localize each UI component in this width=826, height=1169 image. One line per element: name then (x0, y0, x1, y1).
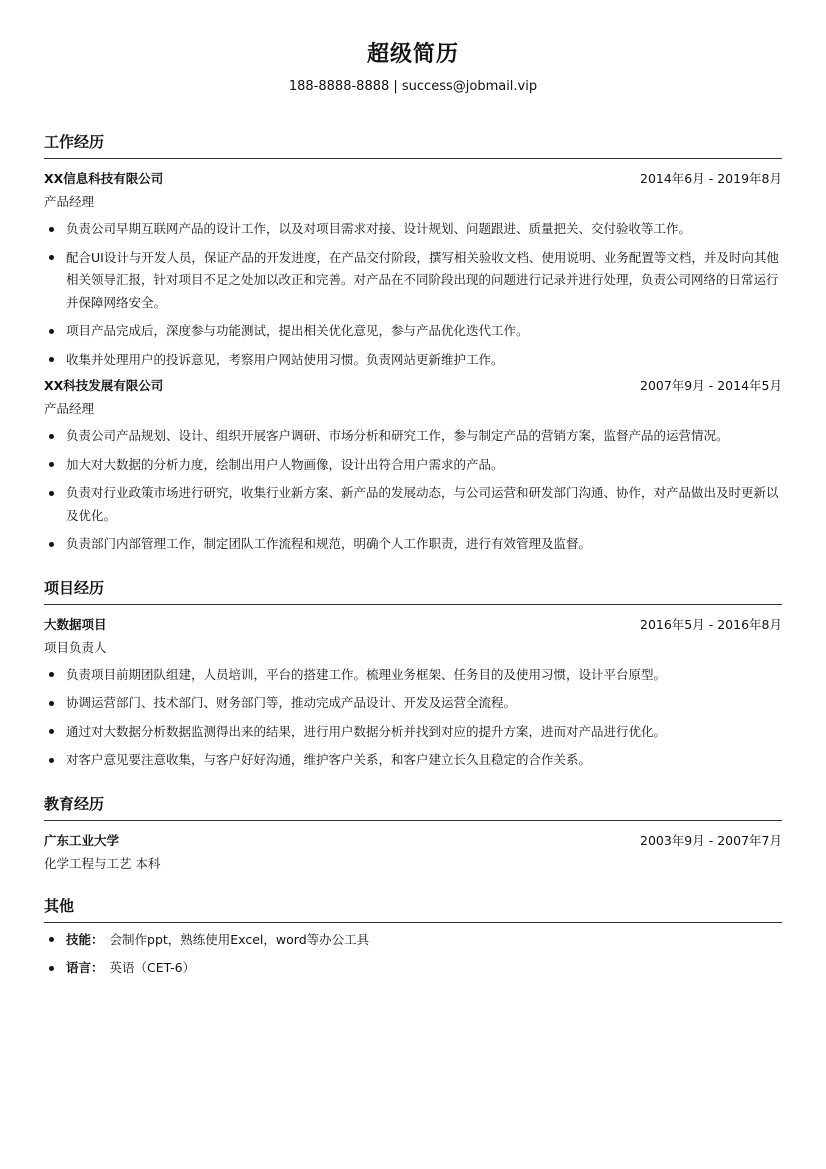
language-item (44, 957, 782, 980)
projects-section (44, 578, 782, 772)
education-section (44, 794, 782, 874)
bullet-item: 项目产品完成后，深度参与功能测试，提出相关优化意见，参与产品优化迭代工作。 (44, 320, 782, 343)
entry-organization: 大数据项目 (44, 616, 107, 632)
entry-date: 2007年9月 - 2014年5月 (640, 378, 782, 393)
entry-organization: 广东工业大学 (44, 832, 120, 848)
entry-date: 2003年9月 - 2007年7月 (640, 832, 782, 848)
education-section-title: 教育经历 (44, 794, 782, 821)
entry-major-degree: 化学工程与工艺 本科 (44, 855, 161, 871)
bullet-item: 对客户意见要注意收集，与客户好好沟通，维护客户关系，和客户建立长久且稳定的合作关系。 (44, 749, 782, 772)
skills-label: 技能： (66, 931, 104, 947)
skills-item (44, 929, 782, 952)
skills-text: 会制作ppt，熟练使用Excel，word等办公工具 (109, 931, 370, 947)
language-label: 语言： (66, 960, 104, 975)
other-bullet-list (44, 929, 782, 980)
bullet-item: 配合UI设计与开发人员，保证产品的开发进度，在产品交付阶段，撰写相关验收文档、使用说明、业务配置等文档，并及时向其他相关领导汇报，针对项目不足之处加以改正和完善。对产品在不同阶段出现的问题进行记录并进行处理，负责公司网络的日常运行并保障网络安全。 (44, 247, 782, 315)
entry-role: 产品经理 (44, 401, 95, 416)
bullet-item: 加大对大数据的分析力度，绘制出用户人物画像，设计出符合用户需求的产品。 (44, 454, 782, 477)
entry-organization: XX信息科技有限公司 (44, 171, 164, 186)
resume-name: 超级简历 (366, 42, 459, 67)
bullet-item: 协调运营部门、技术部门、财务部门等，推动完成产品设计、开发及运营全流程。 (44, 692, 782, 715)
contact-info: 188-8888-8888 | success@jobmail.vip (288, 79, 538, 94)
entry-header (44, 615, 782, 635)
education-entry (44, 831, 782, 874)
resume-header (44, 0, 782, 96)
bullet-item: 负责公司早期互联网产品的设计工作，以及对项目需求对接、设计规划、问题跟进、质量把关、交付验收等工作。 (44, 218, 782, 241)
bullet-item: 负责部门内部管理工作，制定团队工作流程和规范，明确个人工作职责，进行有效管理及监督。 (44, 533, 782, 556)
entry-header (44, 831, 782, 851)
bullet-item: 负责对行业政策市场进行研究，收集行业新方案、新产品的发展动态，与公司运营和研发部门沟通、协作，对产品做出及时更新以及优化。 (44, 482, 782, 527)
project-entry (44, 615, 782, 772)
bullet-item: 收集并处理用户的投诉意见，考察用户网站使用习惯。负责网站更新维护工作。 (44, 349, 782, 372)
other-section (44, 896, 782, 980)
work-section-title: 工作经历 (44, 132, 782, 159)
entry-bullet-list (44, 425, 782, 556)
bullet-item: 负责公司产品规划、设计、组织开展客户调研、市场分析和研究工作，参与制定产品的营销方案，监督产品的运营情况。 (44, 425, 782, 448)
work-section (44, 132, 782, 556)
entry-date: 2014年6月 - 2019年8月 (640, 171, 782, 186)
entry-bullet-list (44, 664, 782, 772)
entry-role: 项目负责人 (44, 639, 107, 655)
other-section-title: 其他 (44, 896, 782, 923)
entry-header (44, 376, 782, 396)
work-entry (44, 376, 782, 556)
bullet-item: 负责项目前期团队组建，人员培训，平台的搭建工作。梳理业务框架、任务目的及使用习惯，设计平台原型。 (44, 664, 782, 687)
bullet-item: 通过对大数据分析数据监测得出来的结果，进行用户数据分析并找到对应的提升方案，进而对产品进行优化。 (44, 721, 782, 744)
entry-bullet-list (44, 218, 782, 371)
entry-organization: XX科技发展有限公司 (44, 378, 164, 393)
entry-date: 2016年5月 - 2016年8月 (640, 616, 782, 632)
projects-section-title: 项目经历 (44, 578, 782, 605)
work-entry (44, 169, 782, 371)
entry-header (44, 169, 782, 189)
language-text: 英语（CET-6） (109, 960, 196, 975)
entry-role: 产品经理 (44, 194, 95, 209)
